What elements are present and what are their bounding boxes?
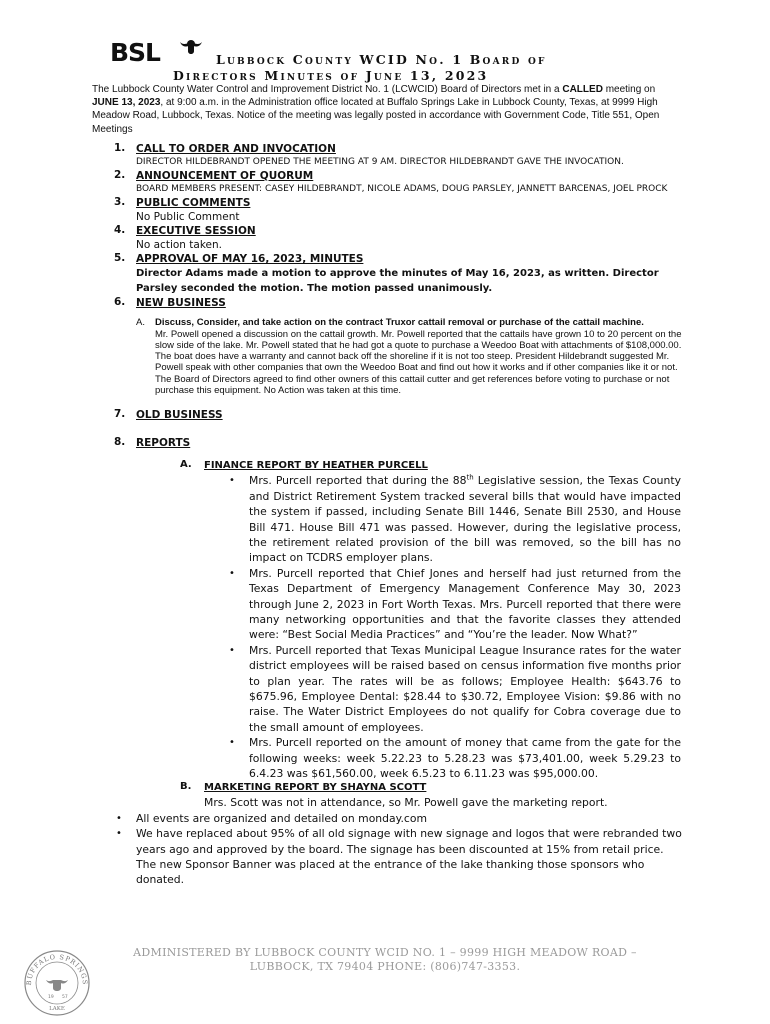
bullet: •: [229, 737, 235, 749]
bullet: •: [229, 567, 235, 579]
agenda-item-public-comments: [92, 196, 692, 224]
document-footer: [90, 946, 680, 974]
document-header: [88, 38, 688, 84]
intro-text: , at 9:00 a.m. in the Administration office located at Buffalo Springs Lake in Lubbock County, Texas, at 9999 High Meadow Road, Lubbock, Texas. Notice of the meeting was legally posted in accordance with Government Code, Title 551, Open Meetings: [92, 97, 660, 135]
item-title: APPROVAL OF MAY 16, 2023, MINUTES: [136, 253, 364, 265]
intro-text: meeting on: [602, 84, 656, 95]
list-item: [116, 826, 684, 888]
item-number: 5.: [114, 252, 126, 264]
list-item: [116, 811, 684, 826]
seal-bull-icon: [46, 980, 68, 991]
document-title-line-1: Lubbock County WCID No. 1 Board of: [216, 52, 547, 67]
document-title-line-2: Directors Minutes of June 13, 2023: [173, 68, 489, 83]
seal-top-text: BUFFALO SPRINGS: [24, 952, 90, 986]
subitem-title: Discuss, Consider, and take action on the contract Truxor cattail removal or purchase of the cattail machine.: [155, 317, 644, 328]
item-title: REPORTS: [136, 437, 191, 450]
bsl-logo: BSL: [110, 38, 160, 67]
item-body: BOARD MEMBERS PRESENT: CASEY HILDEBRANDT, NICOLE ADAMS, DOUG PARSLEY, JANNETT BARCENAS, JOEL PROCK: [136, 184, 668, 194]
list-item: [229, 473, 681, 565]
seal-bottom-text: LAKE: [49, 1006, 65, 1012]
bullet-text: Mrs. Purcell reported that Texas Municipal League Insurance rates for the water district employees will be raised based on census information five months prior to plan year. The rates will be as follows; Employee Health: $643.76 to $675.96, Employee Dental: $28.44 to $30.72, Employee Vision: $9.86 with no raise. The Water District Employees do not qualify for Cobra coverage due to the small amount of employees.: [249, 643, 681, 734]
bullet: •: [116, 812, 122, 824]
report-note: Mrs. Scott was not in attendance, so Mr. Powell gave the marketing report.: [204, 796, 608, 810]
list-item: [229, 643, 681, 735]
intro-text: The Lubbock County Water Control and Improvement District No. 1 (LCWCID) Board of Directors met in a: [92, 84, 563, 95]
report-letter: B.: [180, 781, 192, 793]
bullet: •: [116, 828, 122, 840]
agenda-item-reports: [92, 436, 692, 450]
intro-paragraph: [92, 83, 684, 136]
bullet-text: Legislative session, the Texas County and District Retirement System tracked several bills that would have impacted the system if passed, including Senate Bill 1446, Senate Bill 2530, and House Bill 471. House Bill 471 was passed. However, during the legislative process, the retirement related provision of the bill was removed, so the bill has no impact on TCDRS employer plans.: [249, 474, 681, 565]
item-title: NEW BUSINESS: [136, 297, 226, 309]
item-body: Director Adams made a motion to approve the minutes of May 16, 2023, as written. Director Parsley seconded the motion. The motion passed unanimously.: [136, 268, 659, 294]
report-title: FINANCE REPORT BY HEATHER PURCELL: [204, 460, 428, 472]
item-body: No Public Comment: [136, 211, 240, 223]
bullet: •: [229, 475, 235, 487]
bullet-text: All events are organized and detailed on monday.com: [136, 811, 427, 825]
ordinal-suffix: th: [466, 473, 474, 482]
item-title: ANNOUNCEMENT OF QUORUM: [136, 170, 314, 182]
item-body: DIRECTOR HILDEBRANDT OPENED THE MEETING AT 9 AM. DIRECTOR HILDEBRANDT GAVE THE INVOCATION.: [136, 157, 624, 167]
item-body: No action taken.: [136, 239, 222, 251]
footer-line-1: ADMINISTERED BY LUBBOCK COUNTY WCID NO. 1 – 9999 HIGH MEADOW ROAD –: [133, 946, 637, 959]
list-item: [229, 566, 681, 643]
subitem-letter: A.: [136, 317, 145, 328]
agenda-item-call-to-order: [92, 142, 692, 169]
intro-date: JUNE 13, 2023: [92, 97, 161, 109]
seal-year-left: 19: [48, 995, 54, 1000]
item-number: 6.: [114, 296, 126, 308]
finance-report: [92, 459, 692, 781]
item-number: 7.: [114, 408, 126, 421]
item-title: PUBLIC COMMENTS: [136, 197, 251, 209]
list-item: [229, 735, 681, 781]
item-number: 8.: [114, 436, 126, 449]
seal-year-right: 57: [62, 995, 68, 1000]
bullet-text: Mrs. Purcell reported that Chief Jones and herself had just returned from the Texas Department of Emergency Management Conference May 30, 2023 through June 2, 2023 in Fort Worth Texas. Mrs. Purcell reported that there were many networking opportunities and that the favorite classes they attended were: “Best Social Media Practices” and “You’re the leader. Now What?”: [249, 566, 681, 642]
intro-called: CALLED: [562, 84, 603, 95]
bullet: •: [229, 644, 235, 656]
bull-head-icon: [178, 38, 204, 58]
agenda-item-new-business: [92, 296, 692, 396]
agenda-item-quorum: [92, 169, 692, 196]
buffalo-springs-lake-seal: [22, 948, 92, 1018]
agenda-items: [92, 142, 692, 888]
report-title: MARKETING REPORT BY SHAYNA SCOTT: [204, 782, 427, 794]
item-number: 3.: [114, 196, 126, 208]
marketing-report: [92, 781, 692, 887]
new-business-subitem: [136, 317, 692, 396]
item-title: OLD BUSINESS: [136, 409, 223, 422]
footer-line-2: LUBBOCK, TX 79404 PHONE: (806)747-3353.: [249, 960, 521, 973]
agenda-item-approval-minutes: [92, 252, 692, 296]
bullet-text: Mrs. Purcell reported that during the 88: [249, 474, 467, 488]
bullet-text: Mrs. Purcell reported on the amount of money that came from the gate for the following weeks: week 5.22.23 to 5.28.23 was $73,401.00, week 5.29.23 to 6.4.23 was $61,560.00, week 6.5.23 to 6.11.23 was $95,000.00.: [249, 736, 681, 780]
item-number: 1.: [114, 142, 126, 154]
bullet-text: We have replaced about 95% of all old signage with new signage and logos that were rebranded two years ago and approved by the board. The signage has been discounted at 15% from retail price. The new Sponsor Banner was placed at the entrance of the lake thanking those sponsors who donated.: [136, 827, 682, 887]
report-letter: A.: [180, 459, 192, 471]
subitem-body: Mr. Powell opened a discussion on the cattail growth. Mr. Powell reported that the cattails have grown 10 to 20 percent on the slow side of the lake. Mr. Powell stated that he had got a quote to purchase a Weedoo Boat with attachments of $108,000.00. The boat does have a warranty and cannot back off the shoreline if it is not too steep. President Hildebrandt suggested Mr. Powell speak with other companies that own the Weedoo Boat and find out how it works and if other companies like it or not. The Board of Directors agreed to find other owners of this cattail cutter and get references before voting to purchase or not purchase this equipment. No Action was taken at this time.: [155, 328, 682, 396]
item-number: 2.: [114, 169, 126, 181]
item-title: EXECUTIVE SESSION: [136, 225, 256, 237]
agenda-item-executive-session: [92, 224, 692, 252]
item-title: CALL TO ORDER AND INVOCATION: [136, 143, 336, 155]
agenda-item-old-business: [92, 408, 692, 422]
item-number: 4.: [114, 224, 126, 236]
